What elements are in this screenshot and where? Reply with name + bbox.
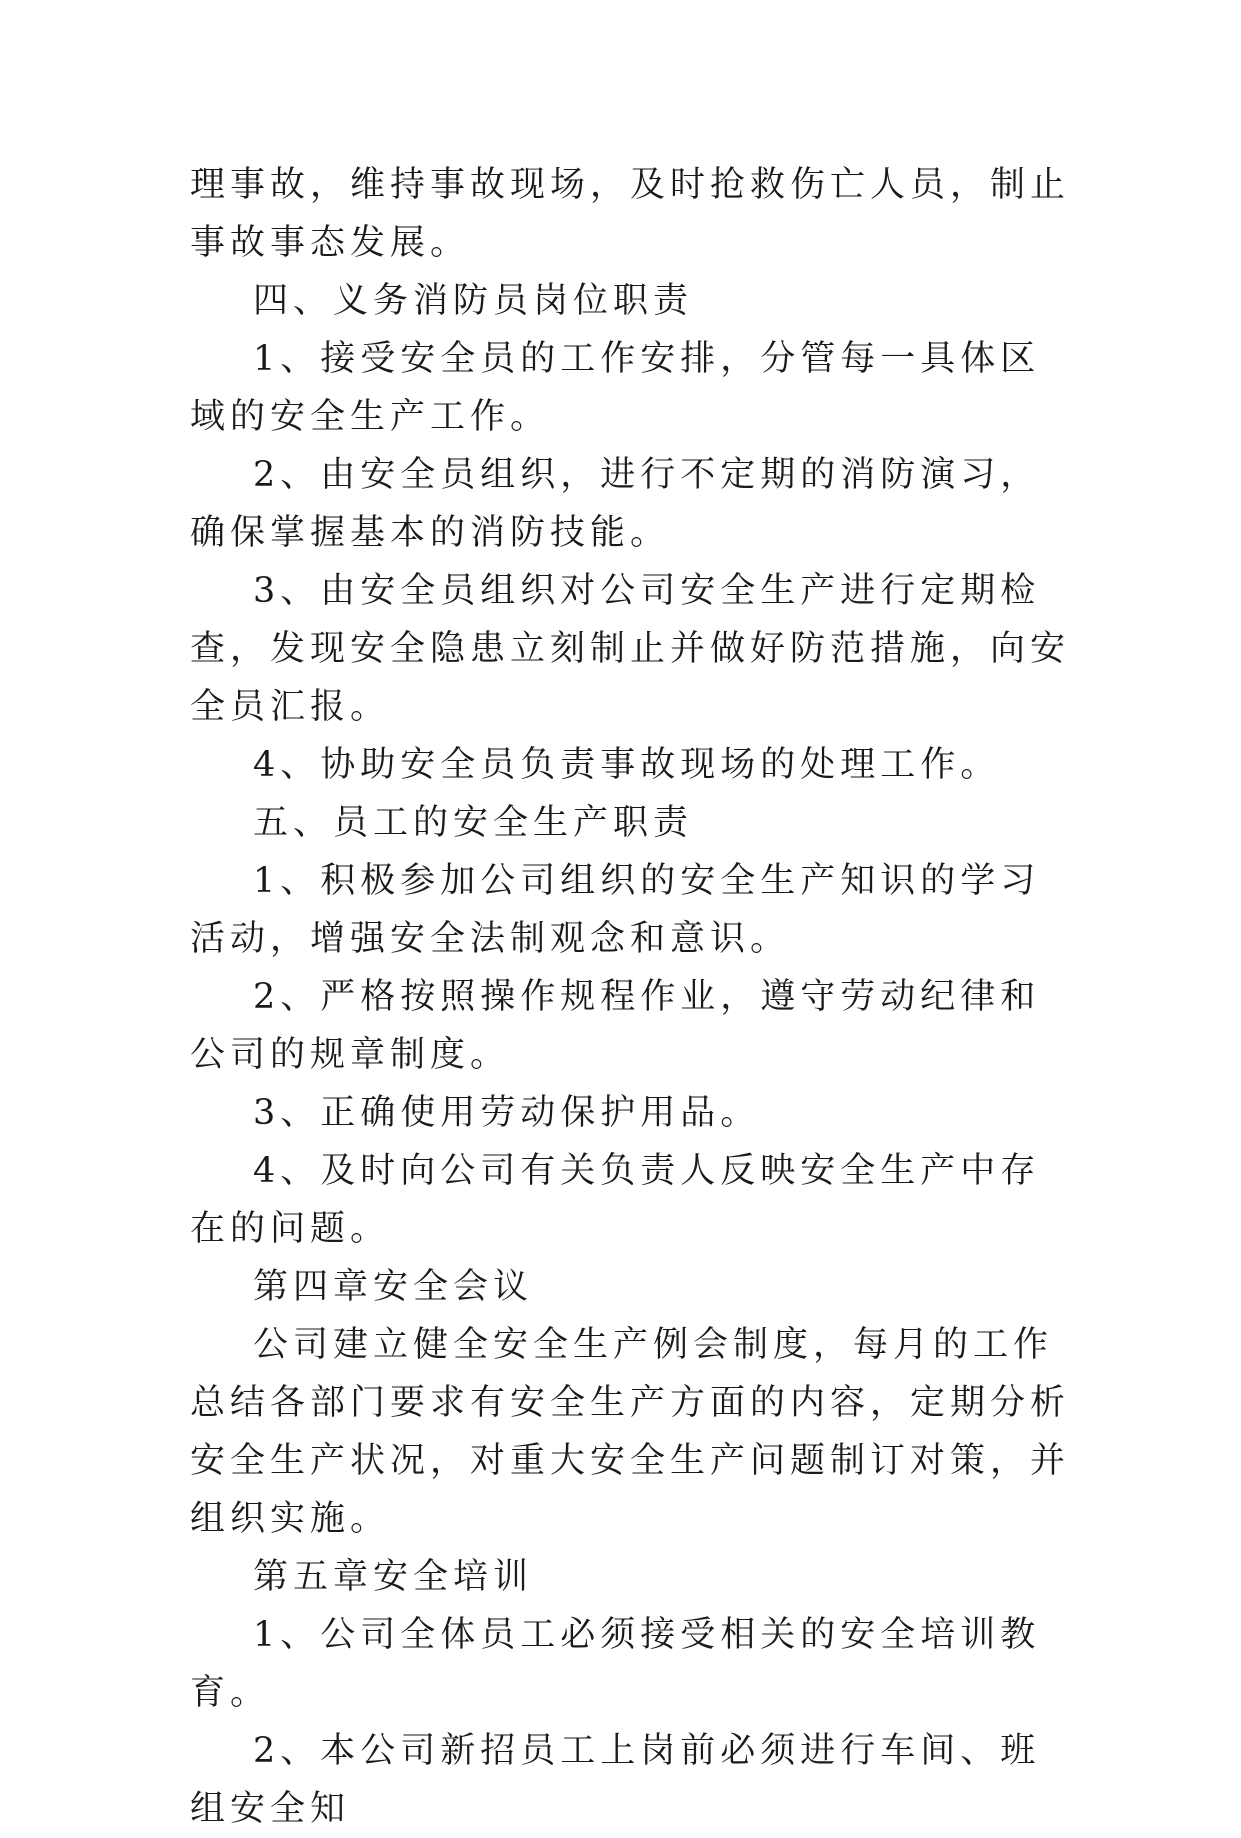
paragraph: 2、本公司新招员工上岗前必须进行车间、班组安全知: [190, 1731, 1041, 1829]
paragraph: 1、积极参加公司组织的安全生产知识的学习活动，增强安全法制观念和意识。: [190, 861, 1041, 959]
paragraph: 1、接受安全员的工作安排，分管每一具体区域的安全生产工作。: [190, 339, 1041, 437]
paragraph: 4、及时向公司有关负责人反映安全生产中存在的问题。: [190, 1151, 1041, 1249]
document-body: [190, 156, 1070, 1838]
paragraph: 1、公司全体员工必须接受相关的安全培训教育。: [190, 1615, 1041, 1713]
paragraph: 3、由安全员组织对公司安全生产进行定期检查，发现安全隐患立刻制止并做好防范措施，向安全员汇报。: [190, 571, 1071, 727]
section-heading: 五、员工的安全生产职责: [253, 803, 694, 843]
paragraph: 2、严格按照操作规程作业，遵守劳动纪律和公司的规章制度。: [190, 977, 1041, 1075]
paragraph: 3、正确使用劳动保护用品。: [253, 1093, 761, 1133]
chapter-heading: 第五章安全培训: [253, 1557, 534, 1597]
section-heading: 四、义务消防员岗位职责: [253, 281, 694, 321]
chapter-heading: 第四章安全会议: [253, 1267, 534, 1307]
paragraph: 理事故，维持事故现场，及时抢救伤亡人员，制止事故事态发展。: [190, 165, 1071, 263]
paragraph: 公司建立健全安全生产例会制度，每月的工作总结各部门要求有安全生产方面的内容，定期分析安全生产状况，对重大安全生产问题制订对策，并组织实施。: [190, 1325, 1071, 1539]
paragraph: 4、协助安全员负责事故现场的处理工作。: [253, 745, 1001, 785]
paragraph: 2、由安全员组织，进行不定期的消防演习，确保掌握基本的消防技能。: [190, 455, 1041, 553]
